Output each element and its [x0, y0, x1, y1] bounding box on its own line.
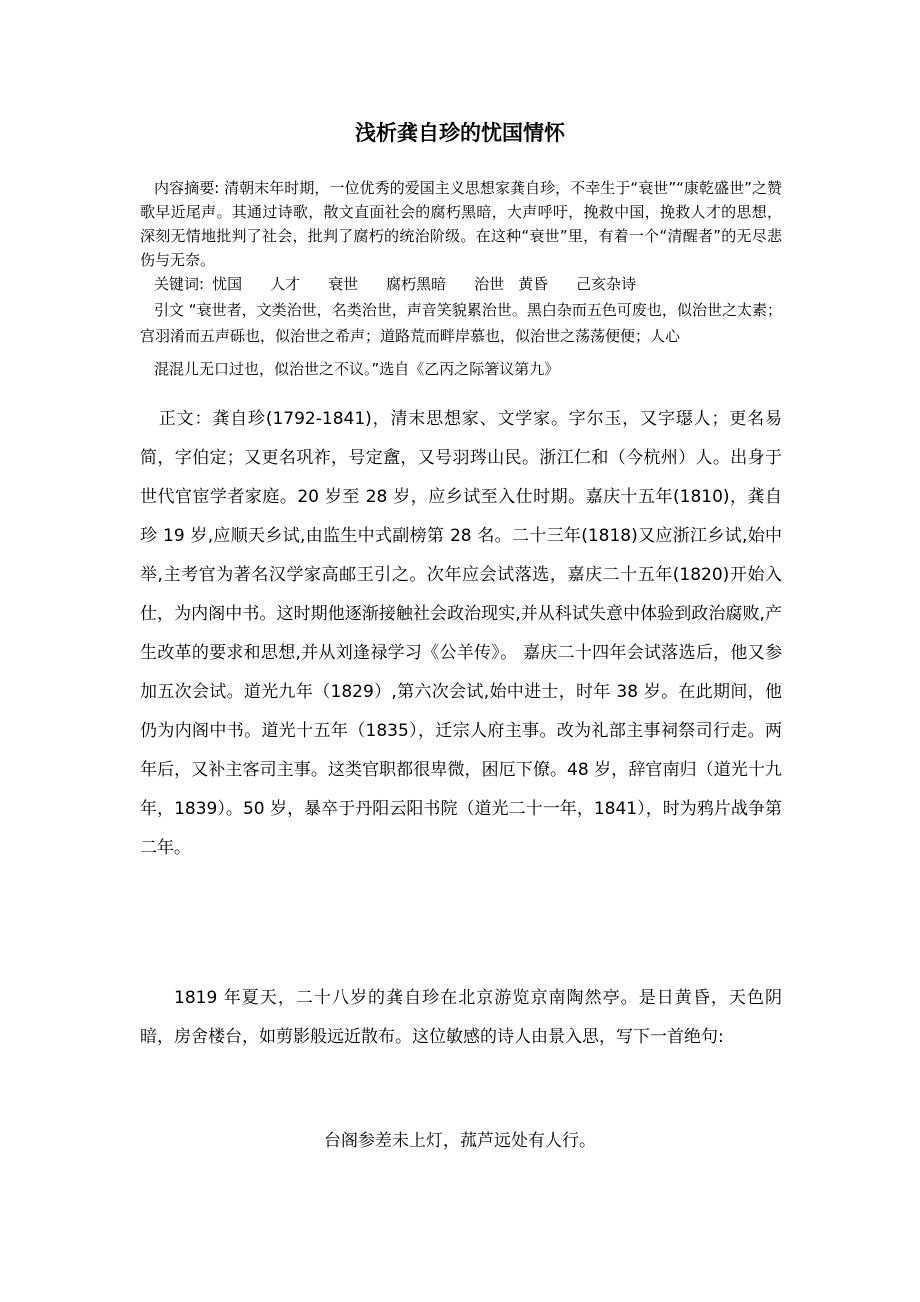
- body-paragraph-1-text: 正文：龚自珍(1792-1841)，清末思想家、文学家。字尔玉，又字璱人；更名易简，字伯定；又更名巩祚，号定盦，又号羽琌山民。浙江仁和（今杭州）人。出身于世代官宦学者家庭。20 岁至 28 岁，应乡试至入仕时期。嘉庆十五年(1810)，龚自珍 19 岁,应顺天乡试,由监生中式副榜第 28 名。二十三年(1818)又应浙江乡试,始中举,主考官为著名汉学家高邮王引之。次年应会试落选，嘉庆二十五年(1820)开始入仕，为内阁中书。这时期他逐渐接触社会政治现实,并从科试失意中体验到政治腐败,产生改革的要求和思想,并从刘逢禄学习《公羊传》。 嘉庆二十四年会试落选后，他又参加五次会试。道光九年（1829）,第六次会试,始中进士，时年 38 岁。在此期间，他仍为内阁中书。道光十五年（1835），迁宗人府主事。改为礼部主事祠祭司行走。两年后，又补主客司主事。这类官职都很卑微，困厄下僚。48 岁，辞官南归（道光十九年，1839）。50 岁，暴卒于丹阳云阳书院（道光二十一年，1841），时为鸦片战争第二年。: [140, 409, 782, 858]
- citation-paragraph: [140, 297, 782, 349]
- keywords-label: 关键词:: [154, 275, 205, 293]
- keyword: 己亥杂诗: [576, 275, 637, 293]
- keyword: 人才: [270, 275, 301, 293]
- keyword: 腐朽黑暗: [386, 275, 447, 293]
- poem-line-1: 台阁参差未上灯，菰芦远处有人行。: [324, 1131, 596, 1151]
- body-paragraph-2: [140, 979, 782, 1057]
- keyword: 治世: [474, 275, 505, 293]
- keyword: 忧国: [212, 275, 243, 293]
- document-title: 浅析龚自珍的忧国情怀: [355, 121, 565, 145]
- keyword: 衰世: [328, 275, 359, 293]
- abstract-text: 内容摘要: 清朝末年时期，一位优秀的爱国主义思想家龚自珍，不幸生于“衰世”“康乾盛世”之赞歌早近尾声。其通过诗歌，散文直面社会的腐朽黑暗，大声呼吁，挽救中国，挽救人才的思想，深刻无情地批判了社会，批判了腐朽的统治阶级。在这种“衰世”里，有着一个“清醒者”的无尽悲伤与无奈。: [140, 179, 782, 269]
- keywords-line: [154, 272, 782, 296]
- abstract-paragraph: [140, 176, 782, 272]
- citation-source-line: 混混儿无口过也，似治世之不议。”选自《乙丙之际箸议第九》: [154, 360, 560, 378]
- body-paragraph-2-text: 1819 年夏天，二十八岁的龚自珍在北京游览京南陶然亭。是日黄昏，天色阴暗，房舍楼台，如剪影般远近散布。这位敏感的诗人由景入思，写下一首绝句:: [140, 988, 782, 1047]
- keyword: 黄昏: [518, 275, 549, 293]
- body-paragraph-1: [140, 400, 782, 868]
- citation-text: 引文 “衰世者，文类治世，名类治世，声音笑貌累治世。黑白杂而五色可废也，似治世之太素；宫羽淆而五声砾也，似治世之希声；道路荒而畔岸慕也，似治世之荡荡便便；人心: [140, 301, 782, 345]
